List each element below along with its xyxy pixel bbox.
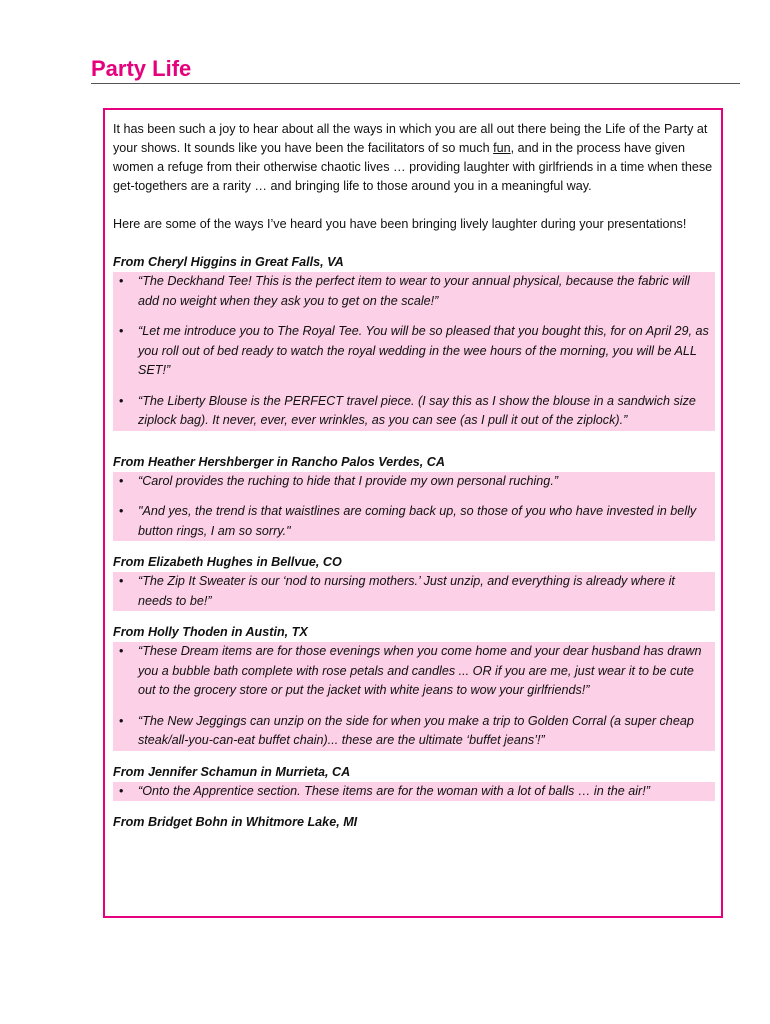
bullet-icon: • bbox=[119, 713, 124, 728]
testimonial-group bbox=[113, 763, 715, 802]
testimonial-group bbox=[113, 253, 715, 431]
quote-text: “The Deckhand Tee! This is the perfect item to wear to your annual physical, because the fabric will add no weight when they ask you to get on the scale!” bbox=[138, 274, 690, 308]
quote-item bbox=[113, 392, 715, 431]
quote-text: “Onto the Apprentice section. These items are for the woman with a lot of balls … in the air!” bbox=[138, 783, 650, 798]
quote-text: “Let me introduce you to The Royal Tee. You will be so pleased that you bought this, for on April 29, as you roll out of bed ready to watch the royal wedding in the wee hours of the morning, you will be ALL SET!” bbox=[138, 324, 709, 377]
testimonial-author: From Jennifer Schamun in Murrieta, CA bbox=[113, 764, 351, 779]
quote-item bbox=[113, 572, 715, 611]
content-inner bbox=[113, 120, 715, 832]
quote-text: “Carol provides the ruching to hide that I provide my own personal ruching.” bbox=[138, 473, 559, 488]
intro-underlined-word: fun bbox=[493, 141, 511, 155]
quote-item bbox=[113, 472, 715, 492]
bullet-icon: • bbox=[119, 644, 124, 658]
quote-text: “The Zip It Sweater is our ‘nod to nursing mothers.’ Just unzip, and everything is already where it needs to be!” bbox=[138, 574, 675, 608]
quote-list bbox=[113, 472, 715, 542]
bullet-icon: • bbox=[119, 574, 124, 588]
testimonial-author: From Elizabeth Hughes in Bellvue, CO bbox=[113, 555, 342, 569]
intro-paragraph bbox=[113, 120, 715, 196]
title-divider bbox=[91, 83, 740, 84]
quote-list bbox=[113, 272, 715, 431]
quote-item bbox=[113, 782, 715, 802]
testimonial-author-last: From Bridget Bohn in Whitmore Lake, MI bbox=[113, 815, 358, 829]
bullet-icon: • bbox=[119, 274, 124, 288]
testimonial-author: From Heather Hershberger in Rancho Palos Verdes, CA bbox=[113, 454, 445, 469]
page-title: Party Life bbox=[91, 56, 192, 81]
intro-paragraph-2: Here are some of the ways I’ve heard you have been bringing lively laughter during your presentations! bbox=[113, 217, 687, 231]
testimonial-group bbox=[113, 453, 715, 542]
testimonial-author: From Holly Thoden in Austin, TX bbox=[113, 625, 308, 639]
testimonial-group bbox=[113, 553, 715, 611]
quote-list bbox=[113, 782, 715, 802]
quote-item bbox=[113, 272, 715, 311]
quote-list bbox=[113, 572, 715, 611]
quote-text: "And yes, the trend is that waistlines are coming back up, so those of you who have invested in belly button rings, I am so sorry." bbox=[138, 504, 697, 538]
bullet-icon: • bbox=[119, 783, 124, 798]
bullet-icon: • bbox=[119, 473, 124, 488]
testimonial-author: From Cheryl Higgins in Great Falls, VA bbox=[113, 255, 344, 269]
quote-item bbox=[113, 322, 715, 381]
bullet-icon: • bbox=[119, 324, 124, 338]
quote-list bbox=[113, 642, 715, 751]
quote-text: “These Dream items are for those evenings when you come home and your dear husband has drawn you a bubble bath complete with rose petals and candles ... OR if you are me, just wear it to be cute out to the grocery store or put the jacket with white jeans to wow your girlfriends!” bbox=[138, 644, 702, 697]
quote-item bbox=[113, 642, 715, 701]
quote-text: “The New Jeggings can unzip on the side for when you make a trip to Golden Corral (a super cheap steak/all-you-can-eat buffet chain)... these are the ultimate ‘buffet jeans’!” bbox=[138, 713, 694, 747]
intro-text-1: It has been such a joy to hear about all the ways in which you are all out there being the Life of the Party at your shows. It sounds like you have been the facilitators of so much bbox=[113, 122, 708, 155]
testimonial-group bbox=[113, 623, 715, 751]
quote-item bbox=[113, 502, 715, 541]
bullet-icon: • bbox=[119, 393, 124, 408]
bullet-icon: • bbox=[119, 504, 124, 518]
quote-item bbox=[113, 712, 715, 751]
content-box bbox=[103, 108, 723, 918]
intro-text-2: , and in the process have given women a refuge from their otherwise chaotic lives … providing laughter with girlfriends in a time when these get-togethers are a rarity … and bringing life to those around you in a meaningful way. bbox=[113, 141, 713, 193]
quote-text: “The Liberty Blouse is the PERFECT travel piece. (I say this as I show the blouse in a sandwich size ziplock bag). It never, ever, ever wrinkles, as you can see (as I pull it out of the ziplock).” bbox=[138, 393, 696, 427]
